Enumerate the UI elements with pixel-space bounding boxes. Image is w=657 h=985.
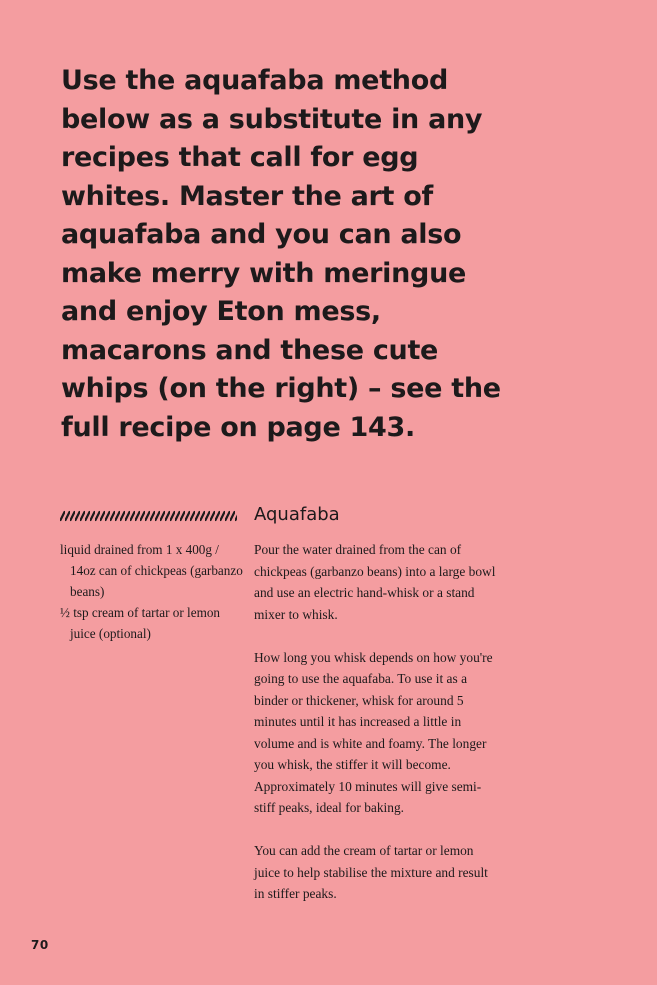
decorative-wave-divider: [60, 510, 237, 522]
method-step: You can add the cream of tartar or lemon juice to help stabilise the mixture and result in stiffer peaks.: [254, 843, 488, 901]
ingredient-item: liquid drained from 1 x 400g / 14oz can of chickpeas (garbanzo beans): [60, 542, 243, 599]
ingredient-list: [60, 539, 245, 644]
intro-paragraph: Use the aquafaba method below as a substitute in any recipes that call for egg whites. Master the art of aquafaba and you can also make merry with meringue and enjoy Eton mess, macarons and these cute whips (on the right) – see the full recipe on page 143.: [61, 65, 501, 443]
method-step: How long you whisk depends on how you're going to use the aquafaba. To use it as a binder or thickener, whisk for around 5 minutes until it has increased a little in volume and is white and foamy. The longer you whisk, the stiffer it will become. Approximately 10 minutes will give semi-stiff peaks, ideal for baking.: [254, 649, 493, 815]
ingredient-item: ½ tsp cream of tartar or lemon juice (optional): [60, 605, 221, 641]
method-section: [254, 539, 499, 926]
method-step: Pour the water drained from the can of chickpeas (garbanzo beans) into a large bowl and use an electric hand-whisk or a stand mixer to whisk.: [254, 542, 496, 622]
page-number: 70: [31, 938, 49, 952]
recipe-title: Aquafaba: [254, 504, 340, 525]
